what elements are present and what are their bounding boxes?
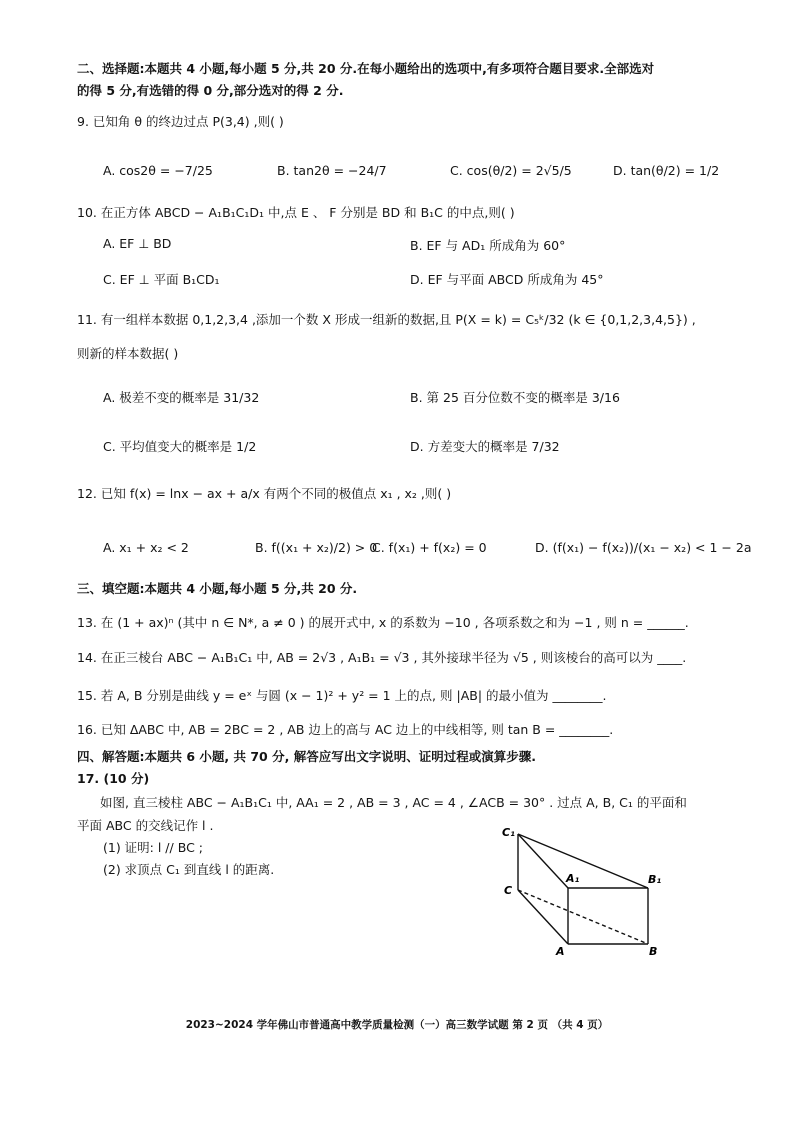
q11-stem-line2: 则新的样本数据( ) [77, 346, 179, 361]
q10-option-d: D. EF 与平面 ABCD 所成角为 45° [410, 272, 604, 287]
q9-option-b: B. tan2θ = −24/7 [277, 163, 387, 178]
q11-option-d: D. 方差变大的概率是 7/32 [410, 439, 560, 454]
q10-stem: 10. 在正方体 ABCD − A₁B₁C₁D₁ 中,点 E 、 F 分别是 BD 和 B₁C 的中点,则( ) [77, 205, 515, 220]
q9-option-c: C. cos(θ/2) = 2√5/5 [450, 163, 572, 178]
q17-heading: 17. (10 分) [77, 771, 150, 786]
q17-stem-line2: 平面 ABC 的交线记作 l . [77, 818, 214, 833]
q11-option-c: C. 平均值变大的概率是 1/2 [103, 439, 257, 454]
label-a: A [556, 945, 565, 957]
q10-option-c: C. EF ⊥ 平面 B₁CD₁ [103, 272, 220, 287]
label-b1: B₁ [648, 873, 662, 886]
q9-stem: 9. 已知角 θ 的终边过点 P(3,4) ,则( ) [77, 114, 284, 129]
q17-stem-line1: 如图, 直三棱柱 ABC − A₁B₁C₁ 中, AA₁ = 2 , AB = 3 , AC = 4 , ∠ACB = 30° . 过点 A, B, C₁ 的平面和 [100, 795, 687, 810]
q11-option-b: B. 第 25 百分位数不变的概率是 3/16 [410, 390, 620, 405]
q13-stem: 13. 在 (1 + ax)ⁿ (其中 n ∈ N*, a ≠ 0 ) 的展开式中, x 的系数为 −10 , 各项系数之和为 −1 , 则 n = ______. [77, 615, 689, 630]
q12-option-c: C. f(x₁) + f(x₂) = 0 [372, 540, 487, 555]
q12-option-b: B. f((x₁ + x₂)/2) > 0 [255, 540, 378, 555]
section-2-header-line1: 二、选择题:本题共 4 小题,每小题 5 分,共 20 分.在每小题给出的选项中,有多项符合题目要求.全部选对 [77, 61, 655, 76]
q12-stem: 12. 已知 f(x) = lnx − ax + a/x 有两个不同的极值点 x₁ , x₂ ,则( ) [77, 486, 452, 501]
q16-stem: 16. 已知 ΔABC 中, AB = 2BC = 2 , AB 边上的高与 AC 边上的中线相等, 则 tan B = ________. [77, 722, 614, 737]
q14-stem: 14. 在正三棱台 ABC − A₁B₁C₁ 中, AB = 2√3 , A₁B₁ = √3 , 其外接球半径为 √5 , 则该棱台的高可以为 ____. [77, 650, 687, 665]
q9-option-a: A. cos2θ = −7/25 [103, 163, 213, 178]
label-c1: C₁ [502, 826, 515, 839]
q10-option-b: B. EF 与 AD₁ 所成角为 60° [410, 238, 566, 253]
q9-option-d: D. tan(θ/2) = 1/2 [613, 163, 720, 178]
q11-stem-line1: 11. 有一组样本数据 0,1,2,3,4 ,添加一个数 X 形成一组新的数据,且 P(X = k) = C₅ᵏ/32 (k ∈ {0,1,2,3,4,5}) , [77, 312, 696, 327]
q11-option-a: A. 极差不变的概率是 31/32 [103, 390, 260, 405]
label-a1: A₁ [566, 872, 580, 885]
q10-option-a: A. EF ⊥ BD [103, 236, 172, 251]
page-footer: 2023~2024 学年佛山市普通高中教学质量检测（一）高三数学试题 第 2 页 （共 4 页） [185, 1019, 609, 1031]
section-2-header-line2: 的得 5 分,有选错的得 0 分,部分选对的得 2 分. [77, 83, 344, 98]
label-b: B [649, 945, 658, 957]
q12-option-d: D. (f(x₁) − f(x₂))/(x₁ − x₂) < 1 − 2a [535, 540, 752, 555]
section-4-header: 四、解答题:本题共 6 小题, 共 70 分, 解答应写出文字说明、证明过程或演算步骤. [77, 749, 536, 764]
label-c: C [504, 884, 513, 897]
prism-figure [496, 822, 676, 957]
q12-option-a: A. x₁ + x₂ < 2 [103, 540, 189, 555]
section-3-header: 三、填空题:本题共 4 小题,每小题 5 分,共 20 分. [77, 581, 358, 596]
q15-stem: 15. 若 A, B 分别是曲线 y = eˣ 与圆 (x − 1)² + y² = 1 上的点, 则 |AB| 的最小值为 ________. [77, 688, 607, 703]
q17-part-1: (1) 证明: l // BC ; [103, 840, 203, 855]
q17-part-2: (2) 求顶点 C₁ 到直线 l 的距离. [103, 862, 275, 877]
